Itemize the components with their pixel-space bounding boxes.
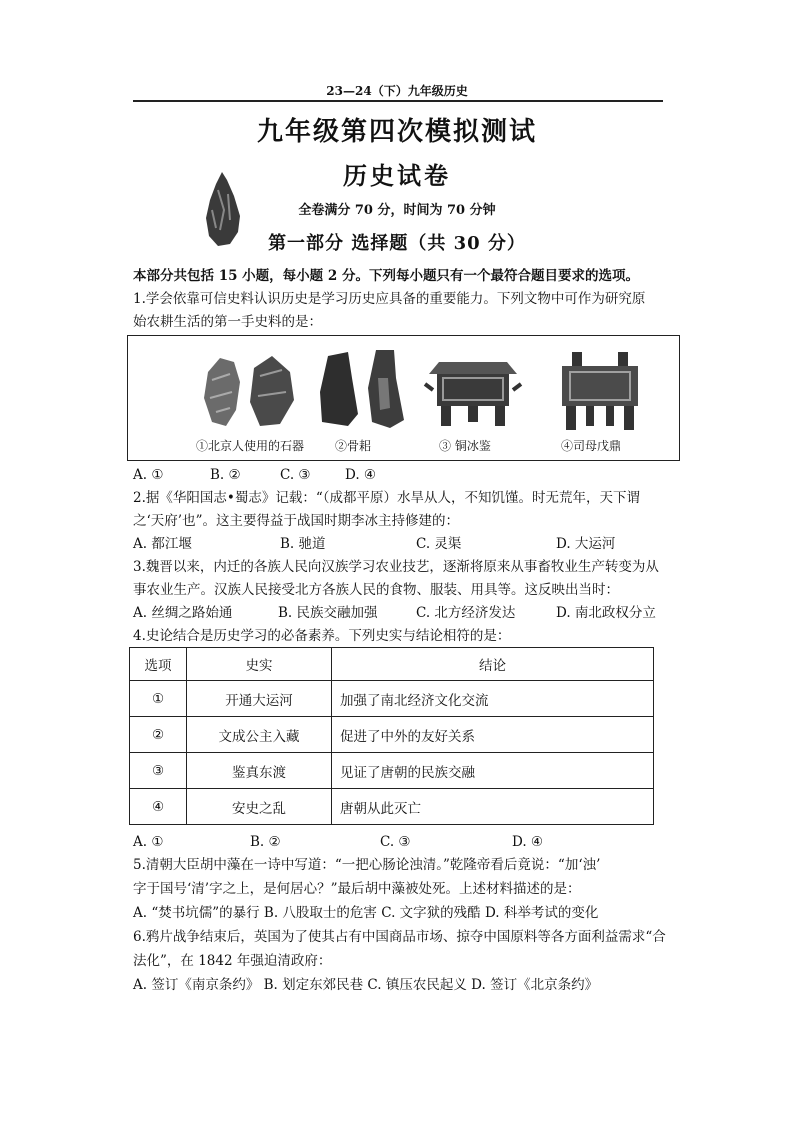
q1-option-c: C. ③ [280, 467, 311, 483]
q2-option-c: C. 灵渠 [416, 536, 462, 552]
table-header-cell: 选项 [130, 648, 187, 681]
q3-option-b: B. 民族交融加强 [278, 605, 378, 621]
table-cell: ② [130, 717, 187, 753]
table-cell: 文成公主入藏 [187, 717, 332, 753]
q4-option-a: A. ① [133, 834, 164, 850]
q4-option-b: B. ② [250, 834, 281, 850]
q1-stem-line1: 1.学会依靠可信史料认识历史是学习历史应具备的重要能力。下列文物中可作为研究原 [133, 291, 646, 307]
caption-stone-tool: ①北京人使用的石器 [196, 439, 305, 453]
q6-stem-line2: 法化”，在 1842 年强迫清政府： [133, 953, 332, 969]
exam-title: 九年级第四次模拟测试 [256, 117, 537, 147]
section-title: 第一部分 选择题（共 30 分） [268, 233, 526, 254]
q1-option-d: D. ④ [345, 467, 377, 483]
q2-option-b: B. 驰道 [280, 536, 326, 552]
page-header: 23—24（下）九年级历史 [326, 84, 468, 98]
exam-subject: 历史试卷 [343, 161, 451, 190]
table-cell: 唐朝从此灭亡 [332, 789, 654, 825]
table-header-row [130, 648, 654, 681]
table-row [130, 753, 654, 789]
table-cell: ③ [130, 753, 187, 789]
q6-options: A. 签订《南京条约》 B. 划定东郊民巷 C. 镇压农民起义 D. 签订《北京条约》 [133, 977, 599, 993]
table-header-cell: 史实 [187, 648, 332, 681]
bone-spade-image [318, 348, 408, 432]
section-instruction: 本部分共包括 15 小题，每小题 2 分。下列每小题只有一个最符合题目要求的选项。 [133, 268, 639, 284]
q4-option-c: C. ③ [380, 834, 411, 850]
stone-tool-image [200, 352, 298, 432]
table-row [130, 789, 654, 825]
table-cell: ① [130, 681, 187, 717]
q1-option-b: B. ② [210, 467, 241, 483]
table-cell: 安史之乱 [187, 789, 332, 825]
simuwu-ding-image [554, 350, 646, 432]
table-cell: 加强了南北经济文化交流 [332, 681, 654, 717]
table-cell: ④ [130, 789, 187, 825]
q4-stem: 4.史论结合是历史学习的必备素养。下列史实与结论相符的是： [133, 628, 511, 644]
q2-option-a: A. 都江堰 [133, 536, 192, 552]
exam-info: 全卷满分 70 分，时间为 70 分钟 [298, 203, 496, 218]
q3-stem-line2: 事农业生产。汉族人民接受北方各族人民的食物、服装、用具等。这反映出当时： [133, 582, 619, 598]
q5-stem-line2: 字于国号‘清’字之上，是何居心？”最后胡中藻被处死。上述材料描述的是： [133, 881, 581, 897]
q1-stem-line2: 始农耕生活的第一手史料的是： [133, 314, 322, 330]
q1-option-a: A. ① [133, 467, 164, 483]
q3-option-c: C. 北方经济发达 [416, 605, 516, 621]
table-row [130, 717, 654, 753]
table-row [130, 681, 654, 717]
bronze-ice-box-image [423, 354, 523, 432]
q2-stem-line1: 2.据《华阳国志•蜀志》记载：“（成都平原）水旱从人，不知饥馑。时无荒年，天下谓 [133, 490, 640, 506]
q3-option-d: D. 南北政权分立 [556, 605, 656, 621]
table-header-cell: 结论 [332, 648, 654, 681]
q4-table [129, 647, 654, 825]
q3-stem-line1: 3.魏晋以来，内迁的各族人民向汉族学习农业技艺，逐渐将原来从事畜牧业生产转变为从 [133, 559, 659, 575]
q5-stem-line1: 5.清朝大臣胡中藻在一诗中写道：“一把心肠论浊清。”乾隆帝看后竟说：“加‘浊’ [133, 857, 601, 873]
q6-stem-line1: 6.鸦片战争结束后，英国为了使其占有中国商品市场、掠夺中国原料等各方面利益需求“合 [133, 929, 666, 945]
header-divider [133, 100, 663, 102]
q2-option-d: D. 大运河 [556, 536, 616, 552]
table-cell: 鉴真东渡 [187, 753, 332, 789]
q2-stem-line2: 之‘天府’也”。这主要得益于战国时期李冰主持修建的： [133, 513, 459, 529]
caption-bone-spade: ②骨耜 [335, 439, 372, 453]
table-cell: 开通大运河 [187, 681, 332, 717]
caption-ding: ④司母戊鼎 [561, 439, 622, 453]
q4-option-d: D. ④ [512, 834, 544, 850]
table-cell: 见证了唐朝的民族交融 [332, 753, 654, 789]
q3-option-a: A. 丝绸之路始通 [133, 605, 233, 621]
q5-options: A. “焚书坑儒”的暴行 B. 八股取士的危害 C. 文字狱的残酷 D. 科举考试的变化 [133, 905, 599, 921]
table-cell: 促进了中外的友好关系 [332, 717, 654, 753]
caption-ice-box: ③ 铜冰鉴 [439, 439, 491, 453]
